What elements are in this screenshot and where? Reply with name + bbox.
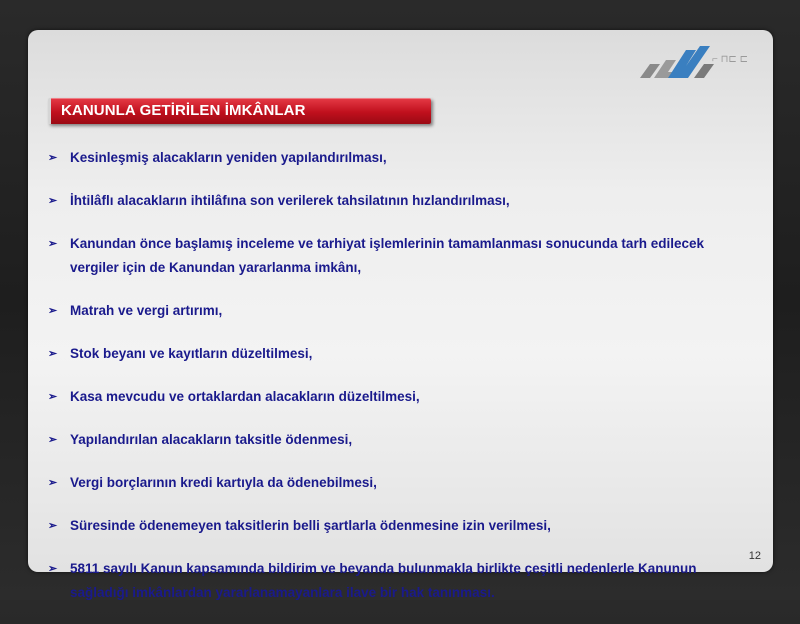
arrow-bullet-icon: ➢ <box>48 434 58 446</box>
list-item-text: Yapılandırılan alacakların taksitle ödenmesi, <box>70 432 353 447</box>
list-item <box>48 385 748 409</box>
list-item-text: Kasa mevcudu ve ortaklardan alacakların düzeltilmesi, <box>70 389 420 404</box>
list-item <box>48 471 748 495</box>
list-item <box>48 146 748 170</box>
slide-title: KANUNLA GETİRİLEN İMKÂNLAR <box>61 102 306 119</box>
list-item-text: Matrah ve vergi artırımı, <box>70 303 223 318</box>
list-item <box>48 189 748 213</box>
arrow-bullet-icon: ➢ <box>48 305 58 317</box>
arrow-bullet-icon: ➢ <box>48 238 58 250</box>
list-item <box>48 342 748 366</box>
arrow-bullet-icon: ➢ <box>48 477 58 489</box>
arrow-bullet-icon: ➢ <box>48 195 58 207</box>
list-item-text: Kanundan önce başlamış inceleme ve tarhiyat işlemlerinin tamamlanması sonucunda tarh edilecek vergiler için de Kanundan yararlanma imkânı, <box>70 236 704 275</box>
list-item-text: Süresinde ödenemeyen taksitlerin belli şartlarla ödenmesine izin verilmesi, <box>70 518 551 533</box>
list-item-text: 5811 sayılı Kanun kapsamında bildirim ve beyanda bulunmakla birlikte çeşitli nedenlerle Kanunun sağladığı imkânlardan yararlanamayanlara ilave bir hak tanınması. <box>70 561 697 600</box>
arrow-bullet-icon: ➢ <box>48 520 58 532</box>
arrow-bullet-icon: ➢ <box>48 152 58 164</box>
list-item-text: Kesinleşmiş alacakların yeniden yapılandırılması, <box>70 150 387 165</box>
list-item <box>48 299 748 323</box>
slide <box>28 30 773 600</box>
arrow-bullet-icon: ➢ <box>48 348 58 360</box>
list-item <box>48 428 748 452</box>
list-item-text: Stok beyanı ve kayıtların düzeltilmesi, <box>70 346 313 361</box>
list-item <box>48 232 748 280</box>
page-number: 12 <box>748 550 761 562</box>
bullet-list <box>48 146 748 624</box>
list-item <box>48 514 748 538</box>
arrow-bullet-icon: ➢ <box>48 563 58 575</box>
list-item-text: Vergi borçlarının kredi kartıyla da ödenebilmesi, <box>70 475 377 490</box>
title-banner <box>48 98 431 124</box>
svg-text:⌐ ⊓⊏ ⊏: ⌐ ⊓⊏ ⊏ <box>712 54 748 65</box>
company-logo <box>638 38 768 86</box>
list-item-text: İhtilâflı alacakların ihtilâfına son verilerek tahsilatının hızlandırılması, <box>70 193 510 208</box>
list-item <box>48 557 748 605</box>
arrow-bullet-icon: ➢ <box>48 391 58 403</box>
